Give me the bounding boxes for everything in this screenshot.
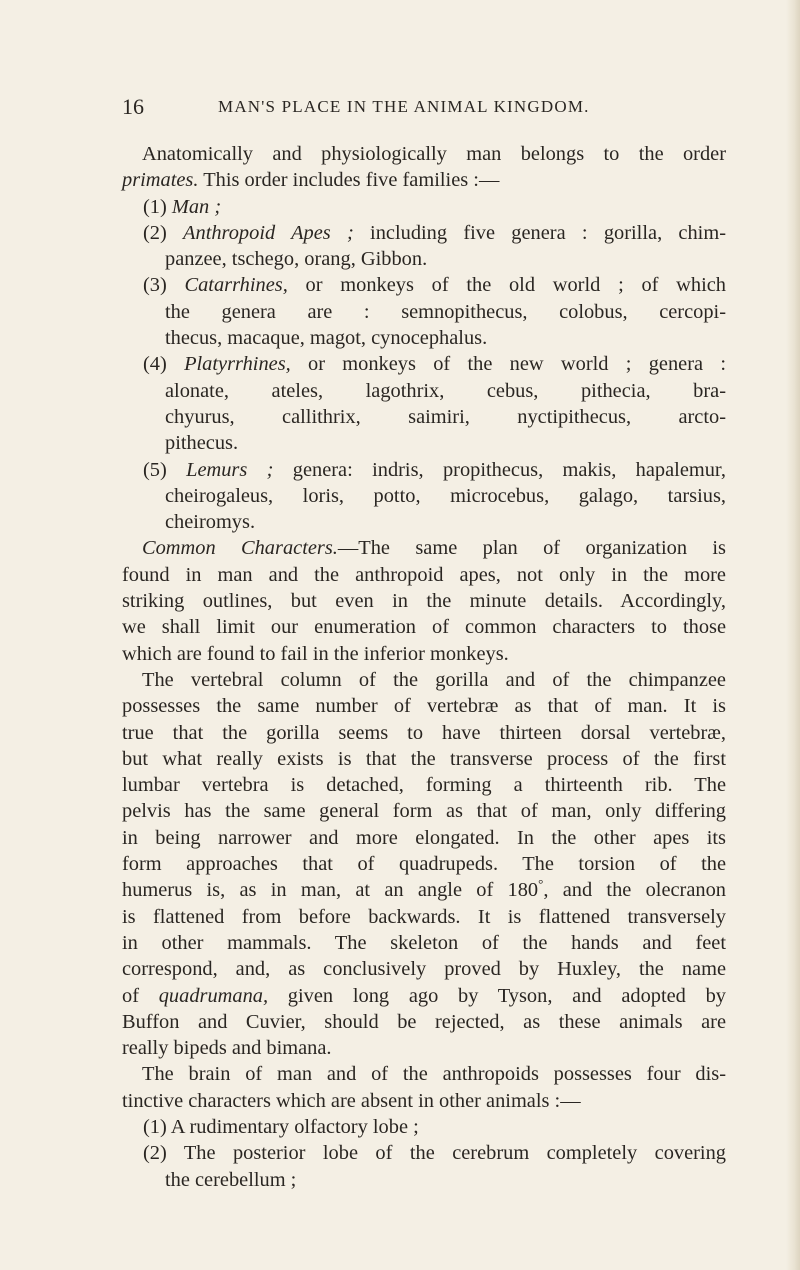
section-heading: Common Characters. [142, 537, 338, 560]
item-text: including five genera : gorilla, chim- [353, 221, 726, 244]
family-item-4-cont: pithecus. [165, 432, 239, 455]
item-number: (1) [143, 1115, 171, 1138]
p3-line: but what really exists is that the transverse process of the first [122, 747, 726, 770]
p1-line-2 [122, 167, 726, 193]
item-number: (3) [143, 274, 185, 297]
primates-term: primates. [122, 169, 199, 192]
family-item-5-cont: cheiromys. [165, 511, 256, 534]
p3-line: really bipeds and bimana. [122, 1037, 332, 1060]
p2-line: striking outlines, but even in the minute details. Accordingly, [122, 590, 726, 613]
p3-line: form approaches that of quadrupeds. The torsion of the [122, 853, 726, 876]
p2-line-1-rest: —The same plan of organization is [337, 537, 726, 560]
page-edge-shadow [786, 0, 800, 1270]
family-name: Catarrhines, [184, 274, 288, 297]
family-item-4-cont: alonate, ateles, lagothrix, cebus, pithecia, bra- [165, 379, 726, 402]
p4-line: tinctive characters which are absent in other animals :— [122, 1089, 581, 1112]
family-item-5-cont: cheirogaleus, loris, potto, microcebus, galago, tarsius, [165, 484, 726, 507]
running-header [0, 94, 800, 124]
p1-line-1: Anatomically and physiologically man belongs to the order [142, 143, 726, 165]
brain-item-1 [122, 1114, 726, 1140]
p3-text: of [122, 984, 159, 1007]
family-item-4-cont: chyurus, callithrix, saimiri, nyctipithecus, arcto- [165, 405, 726, 428]
family-name: Anthropoid Apes ; [183, 221, 354, 244]
family-item-2 [122, 220, 726, 246]
item-text: genera: indris, propithecus, makis, hapalemur, [273, 458, 726, 481]
item-text: A rudimentary olfactory lobe ; [170, 1115, 419, 1138]
quadrumana-term: quadrumana, [158, 984, 269, 1007]
p3-line: in other mammals. The skeleton of the hands and feet [122, 931, 726, 954]
family-name: Lemurs ; [186, 458, 274, 481]
p3-line-humerus [122, 877, 726, 903]
p1-line-2-rest: This order includes five families :— [198, 169, 500, 192]
family-item-3 [122, 272, 726, 298]
family-item-4 [122, 351, 726, 377]
page-number: 16 [122, 94, 144, 119]
p4-line: The brain of man and of the anthropoids possesses four dis- [142, 1063, 726, 1086]
item-number: (4) [143, 353, 185, 376]
p3-line: is flattened from before backwards. It is flattened transversely [122, 905, 726, 928]
p2-line-1 [122, 535, 726, 561]
p3-line: possesses the same number of vertebræ as that of man. It is [122, 695, 726, 718]
item-text: or monkeys of the new world ; genera : [290, 353, 727, 376]
family-item-5 [122, 457, 726, 483]
p3-line: pelvis has the same general form as that of man, only differing [122, 800, 726, 823]
item-number: (2) [143, 221, 184, 244]
item-text: or monkeys of the old world ; of which [287, 274, 727, 297]
body-text [122, 141, 726, 1193]
brain-item-2 [122, 1140, 726, 1166]
p2-line: we shall limit our enumeration of common characters to those [122, 616, 726, 639]
p3-text: given long ago by Tyson, and adopted by [268, 984, 726, 1007]
running-title: MAN'S PLACE IN THE ANIMAL KINGDOM. [218, 97, 590, 116]
p3-text: humerus is, as in man, at an angle of 180 [122, 879, 539, 902]
family-name: Platyrrhines, [184, 353, 291, 376]
p3-line: Buffon and Cuvier, should be rejected, as these animals are [122, 1010, 726, 1033]
item-number: (5) [143, 458, 187, 481]
p3-line: The vertebral column of the gorilla and of the chimpanzee [142, 668, 726, 691]
family-item-3-cont: the genera are : semnopithecus, colobus, cercopi- [165, 300, 726, 323]
item-number: (1) [143, 195, 172, 218]
family-item-1 [122, 194, 726, 220]
degree-sign: ° [538, 876, 544, 892]
item-number: (2) [143, 1142, 184, 1165]
item-text: The posterior lobe of the cerebrum completely covering [183, 1142, 726, 1165]
p3-line: in being narrower and more elongated. In the other apes its [122, 826, 726, 849]
family-item-3-cont: thecus, macaque, magot, cynocephalus. [165, 327, 488, 350]
brain-item-2-cont: the cerebellum ; [165, 1168, 297, 1191]
family-name: Man ; [171, 195, 222, 218]
p3-line: lumbar vertebra is detached, forming a thirteenth rib. The [122, 774, 726, 797]
p3-line: true that the gorilla seems to have thirteen dorsal vertebræ, [122, 721, 726, 744]
family-item-2-cont: panzee, tschego, orang, Gibbon. [165, 248, 428, 271]
p3-text: , and the olecranon [543, 879, 726, 902]
p2-line: found in man and the anthropoid apes, not only in the more [122, 563, 726, 586]
p3-line-quadrumana [122, 983, 726, 1009]
p2-line: which are found to fail in the inferior monkeys. [122, 642, 509, 665]
p3-line: correspond, and, as conclusively proved by Huxley, the name [122, 958, 726, 981]
